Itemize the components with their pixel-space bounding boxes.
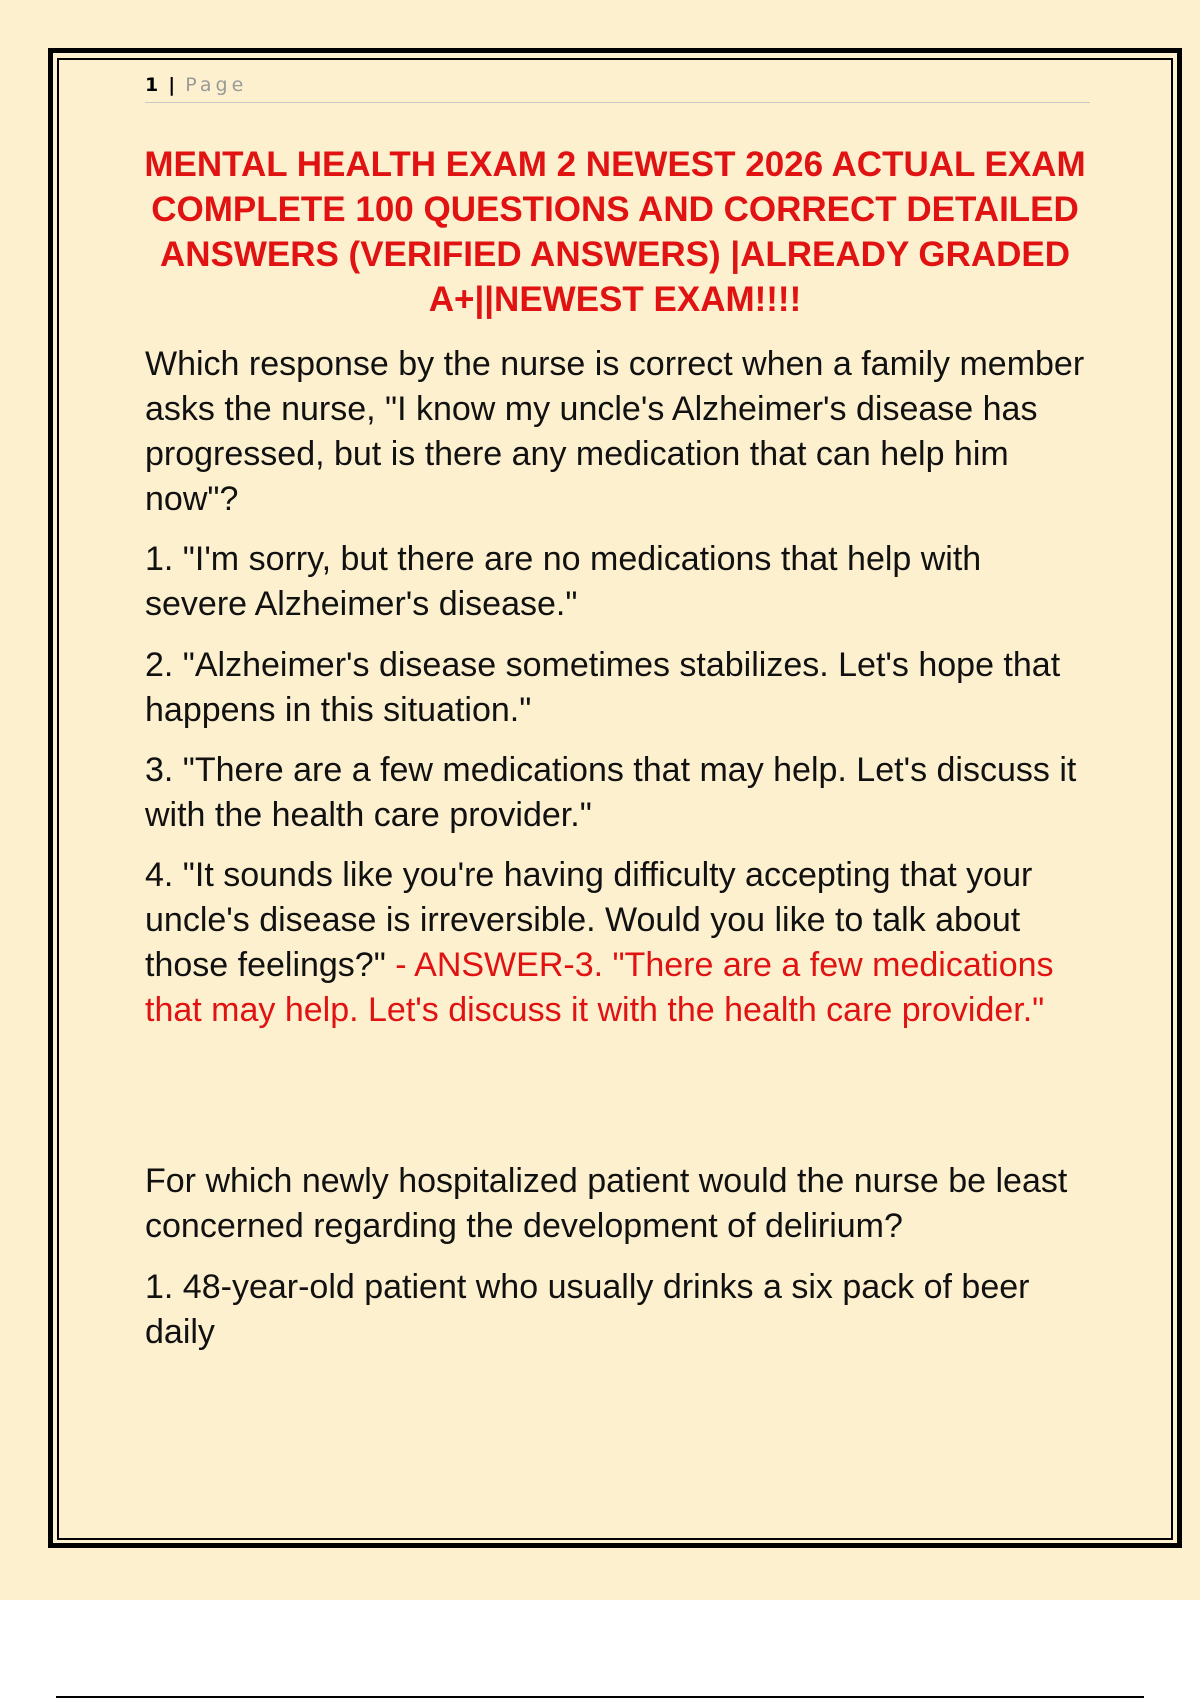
- question-1-option-3: 3. "There are a few medications that may help. Let's discuss it with the health care provider.": [145, 751, 1077, 834]
- document-title: MENTAL HEALTH EXAM 2 NEWEST 2026 ACTUAL EXAM COMPLETE 100 QUESTIONS AND CORRECT DETAILED ANSWERS (VERIFIED ANSWERS) |ALREADY GRADED A+||NEWEST EXAM!!!!: [144, 145, 1086, 319]
- question-1-stem: Which response by the nurse is correct when a family member asks the nurse, "I know my uncle's Alzheimer's disease has progressed, but is there any medication that can help him now"?: [145, 345, 1085, 518]
- question-1-answer: - ANSWER-3. "There are a few medications that may help. Let's discuss it with the health care provider.": [145, 946, 1054, 1029]
- question-1-option-1: 1. "I'm sorry, but there are no medications that help with severe Alzheimer's disease.": [145, 540, 982, 623]
- question-2-stem: For which newly hospitalized patient would the nurse be least concerned regarding the development of delirium?: [145, 1162, 1068, 1245]
- question-1-option-4: [145, 853, 1090, 1033]
- page-label: Page: [185, 74, 248, 96]
- page-separator: |: [168, 74, 176, 96]
- page-number: 1: [145, 74, 159, 96]
- question-2-option-1: 1. 48-year-old patient who usually drinks a six pack of beer daily: [145, 1268, 1030, 1351]
- page-header: [145, 74, 1090, 103]
- question-1-option-2: 2. "Alzheimer's disease sometimes stabilizes. Let's hope that happens in this situation.": [145, 646, 1061, 729]
- bottom-divider: [56, 1696, 1144, 1698]
- question-1-option-4-text: 4. "It sounds like you're having difficulty accepting that your uncle's disease is irreversible. Would you like to talk about those feelings?": [145, 856, 1033, 984]
